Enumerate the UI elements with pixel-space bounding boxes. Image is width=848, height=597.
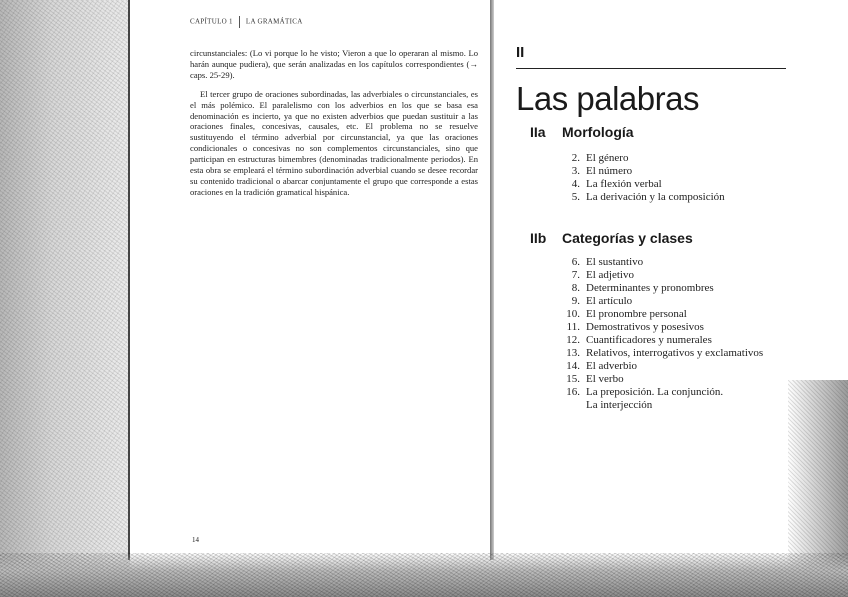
toc-item — [554, 321, 794, 334]
toc-item-number: 10. — [566, 308, 580, 320]
toc-item-title: La flexión verbal — [586, 178, 662, 190]
toc-list-iib — [554, 256, 794, 412]
running-head-section: LA GRAMÁTICA — [245, 17, 303, 26]
toc-item — [554, 334, 794, 347]
right-page — [494, 0, 824, 560]
toc-item — [554, 386, 794, 399]
toc-item-number: 4. — [571, 178, 580, 190]
section-title: Morfología — [562, 124, 634, 140]
toc-item-number: 3. — [571, 165, 580, 177]
toc-item — [554, 191, 794, 204]
toc-item-number: 13. — [566, 347, 580, 359]
toc-list-iia — [554, 152, 794, 204]
toc-item-number: 2. — [571, 152, 580, 164]
toc-item-title: El adjetivo — [586, 269, 634, 281]
part-number: II — [516, 44, 525, 61]
toc-item-title: El género — [586, 152, 629, 164]
left-page-body — [190, 48, 478, 206]
toc-item — [554, 165, 794, 178]
section-title: Categorías y clases — [562, 230, 693, 246]
toc-item-title: El verbo — [586, 373, 624, 385]
toc-item — [554, 269, 794, 282]
toc-item-title: El artículo — [586, 295, 633, 307]
toc-item-title: El número — [586, 165, 633, 177]
section-heading-iia — [530, 124, 634, 140]
toc-item — [554, 308, 794, 321]
running-head-separator — [239, 16, 240, 28]
paragraph-2: El tercer grupo de oraciones subordinadas, las adverbiales o circunstanciales, es el más polémico. El paralelismo con los adverbios en los que se basa esa denominación es incierto, ya que no existen adverbios que puedan sustituir a las oraciones finales, concesivas, causales, etc. El problema no se resuelve sustituyendo el término adverbial por circunstancial, ya que las oraciones condicionales o concesivas no son complementos circunstanciales, sino que participan en estructuras bimembres (denominadas tradicionalmente periodos). En esta obra se empleará el término subordinación adverbial cuando se desee recordar su contenido tradicional o abarcar conjuntamente el grupo que corresponde a estas oraciones en la tradición gramatical hispánica. — [190, 88, 478, 197]
toc-item — [554, 295, 794, 308]
toc-item — [554, 282, 794, 295]
toc-item-number: 5. — [571, 191, 580, 203]
toc-item — [554, 373, 794, 386]
page-number: 14 — [192, 536, 199, 544]
section-id: IIa — [530, 124, 546, 140]
toc-item-number: 6. — [571, 256, 580, 268]
running-head-chapter: CAPÍTULO 1 — [190, 17, 233, 26]
toc-item-number: 7. — [571, 269, 580, 281]
scan-noise-bottom — [0, 553, 848, 597]
scan-noise-left — [0, 0, 130, 597]
toc-item — [554, 256, 794, 269]
toc-item-title: Relativos, interrogativos y exclamativos — [586, 347, 764, 359]
part-rule — [516, 68, 786, 69]
toc-item-title: El pronombre personal — [586, 308, 687, 320]
part-title: Las palabras — [516, 80, 699, 117]
toc-item — [554, 152, 794, 165]
toc-item-number — [554, 399, 586, 412]
toc-item-number: 8. — [571, 282, 580, 294]
toc-item-number: 12. — [566, 334, 580, 346]
left-page — [128, 0, 494, 560]
toc-item-title: El sustantivo — [586, 256, 644, 268]
toc-item-title: La preposición. La conjunción. — [586, 386, 724, 398]
toc-item-title: Determinantes y pronombres — [586, 282, 714, 294]
toc-item — [554, 178, 794, 191]
toc-item-title: Cuantificadores y numerales — [586, 334, 712, 346]
toc-item-number: 15. — [566, 373, 580, 385]
toc-item — [554, 399, 794, 412]
toc-item-number: 16. — [566, 386, 580, 398]
toc-item-title: El adverbio — [586, 360, 638, 372]
toc-item-title: La derivación y la composición — [586, 191, 725, 203]
running-head — [190, 16, 303, 28]
toc-item-title: La interjección — [586, 399, 653, 411]
toc-item-number: 14. — [566, 360, 580, 372]
toc-item — [554, 347, 794, 360]
section-heading-iib — [530, 230, 693, 246]
paragraph-1: circunstanciales: (Lo vi porque lo he visto; Vieron a que lo operaran al mismo. Lo harán aunque pudiera), que serán analizadas en los capítulos correspondientes (→ caps. 25-29). — [190, 48, 478, 80]
toc-item — [554, 360, 794, 373]
toc-item-title: Demostrativos y posesivos — [586, 321, 704, 333]
section-id: IIb — [530, 230, 547, 246]
toc-item-number: 9. — [571, 295, 580, 307]
toc-item-number: 11. — [566, 321, 580, 333]
